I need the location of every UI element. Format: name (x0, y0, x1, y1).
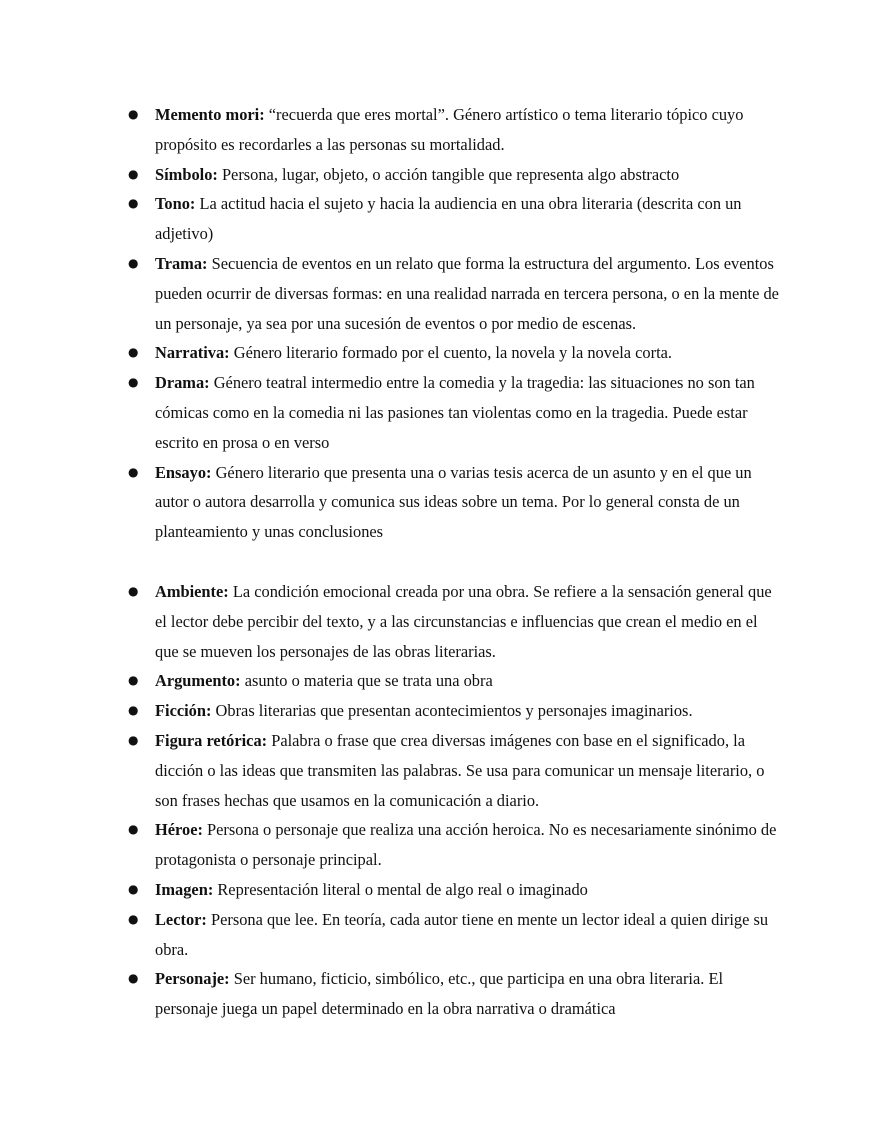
bullet-icon: ● (128, 732, 139, 747)
glossary-term: Trama: (155, 253, 208, 273)
glossary-list-2 (0, 577, 880, 1024)
glossary-definition: Palabra o frase que crea diversas imágenes con base en el significado, la dicción o las ideas que transmiten las palabras. Se usa para comunicar un mensaje literario, o son frases hechas que usamos en la comunicación a diario. (155, 730, 765, 810)
bullet-icon: ● (128, 255, 139, 270)
glossary-definition: La condición emocional creada por una obra. Se refiere a la sensación general que el lector debe percibir del texto, y a las circunstancias e influencias que crean el medio en el que se mueven los personajes de las obras literarias. (155, 582, 772, 661)
glossary-definition: “recuerda que eres mortal”. Género artístico o tema literario tópico cuyo propósito es recordarles a las personas su mortalidad. (155, 105, 744, 154)
glossary-definition: Persona que lee. En teoría, cada autor tiene en mente un lector ideal a quien dirige su obra. (155, 909, 769, 959)
bullet-icon: ● (128, 166, 139, 181)
glossary-definition: Persona o personaje que realiza una acción heroica. No es necesariamente sinónimo de protagonista o personaje principal. (155, 820, 777, 870)
glossary-definition: Representación literal o mental de algo real o imaginado (213, 879, 588, 899)
glossary-item-ficcion (0, 696, 880, 726)
glossary-item-tono (0, 189, 880, 249)
bullet-icon: ● (128, 464, 139, 479)
glossary-item-narrativa (0, 338, 880, 368)
glossary-term: Argumento: (155, 671, 241, 691)
bullet-icon: ● (128, 375, 139, 390)
glossary-definition: Obras literarias que presentan acontecimientos y personajes imaginarios. (211, 701, 693, 721)
bullet-icon: ● (128, 822, 139, 837)
glossary-item-imagen (0, 875, 880, 905)
bullet-icon: ● (128, 971, 139, 986)
bullet-icon: ● (128, 881, 139, 896)
glossary-definition: Secuencia de eventos en un relato que forma la estructura del argumento. Los eventos pueden ocurrir de diversas formas: en una realidad narrada en tercera persona, o en la mente de un personaje, ya sea por una sucesión de eventos o por medio de escenas. (155, 253, 779, 333)
glossary-definition: asunto o materia que se trata una obra (240, 671, 493, 691)
glossary-definition: Persona, lugar, objeto, o acción tangible que representa algo abstracto (217, 164, 680, 184)
glossary-term: Lector: (155, 909, 207, 929)
glossary-item-figura-retorica (0, 726, 880, 815)
bullet-icon: ● (128, 703, 139, 718)
glossary-term: Héroe: (155, 820, 203, 840)
glossary-definition: Género teatral intermedio entre la comedia y la tragedia: las situaciones no son tan cómicas como en la comedia ni las pasiones tan violentas como en la tragedia. Puede estar escrito en prosa o en verso (155, 373, 755, 452)
glossary-item-drama (0, 368, 880, 457)
glossary-term: Ambiente: (155, 582, 229, 601)
glossary-item-lector (0, 905, 880, 965)
glossary-item-trama (0, 249, 880, 338)
glossary-term: Figura retórica: (155, 730, 268, 750)
glossary-definition: Género literario que presenta una o varias tesis acerca de un asunto y en el que un autor o autora desarrolla y comunica sus ideas sobre un tema. Por lo general consta de un planteamiento y unas conclusiones (155, 462, 752, 542)
glossary-term: Tono: (155, 194, 196, 214)
glossary-item-heroe (0, 815, 880, 875)
bullet-icon: ● (128, 911, 139, 926)
glossary-item-ambiente (0, 577, 880, 666)
bullet-icon: ● (128, 673, 139, 688)
glossary-item-ensayo (0, 458, 880, 547)
glossary-term: Drama: (155, 373, 210, 393)
bullet-icon: ● (128, 196, 139, 211)
glossary-definition: Género literario formado por el cuento, la novela y la novela corta. (229, 343, 673, 363)
glossary-item-simbolo (0, 160, 880, 190)
glossary-item-personaje (0, 964, 880, 1024)
glossary-term: Imagen: (155, 879, 214, 899)
glossary-term: Ensayo: (155, 462, 212, 482)
glossary-term: Narrativa: (155, 343, 230, 363)
glossary-item-argumento (0, 666, 880, 696)
glossary-definition: La actitud hacia el sujeto y hacia la audiencia en una obra literaria (descrita con un adjetivo) (155, 194, 742, 244)
glossary-term: Símbolo: (155, 164, 218, 184)
glossary-term: Memento mori: (155, 105, 265, 124)
glossary-item-memento-mori (0, 100, 880, 160)
glossary-definition: Ser humano, ficticio, simbólico, etc., que participa en una obra literaria. El personaje juega un papel determinado en la obra narrativa o dramática (155, 969, 724, 1019)
bullet-icon: ● (128, 345, 139, 360)
glossary-term: Ficción: (155, 701, 212, 721)
glossary-list-1 (0, 100, 880, 547)
glossary-term: Personaje: (155, 969, 230, 989)
bullet-icon: ● (128, 584, 139, 598)
bullet-icon: ● (128, 107, 139, 121)
